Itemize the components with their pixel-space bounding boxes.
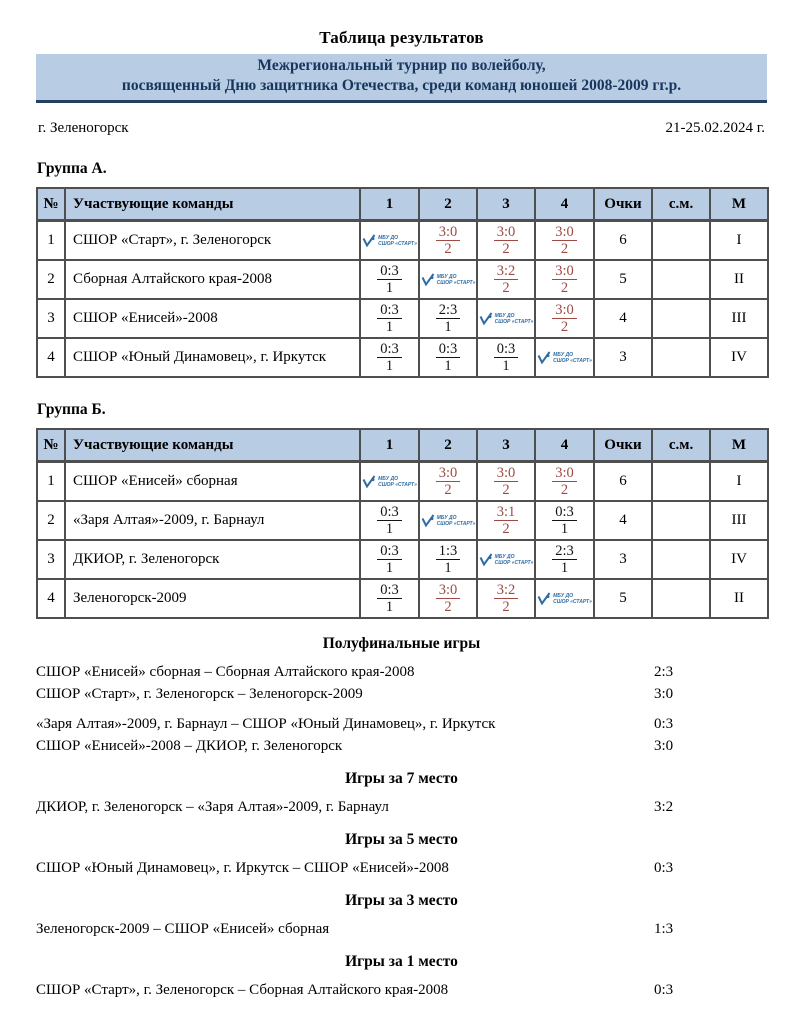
result-cell [419, 579, 477, 618]
playoff-section-heading: Полуфинальные игры [322, 635, 481, 652]
match-points: 1 [444, 559, 452, 576]
match-score [436, 582, 461, 615]
club-logo [478, 553, 534, 566]
banner-line1: Межрегиональный турнир по волейболу, [257, 57, 546, 74]
col-header: 1 [360, 429, 419, 462]
place-cell: IV [710, 338, 768, 377]
set-score: 2:3 [552, 543, 577, 560]
place-cell: I [710, 221, 768, 261]
set-score: 0:3 [377, 504, 402, 521]
table-row [37, 540, 768, 579]
table-head [37, 188, 768, 221]
playoff-section-heading: Игры за 1 место [345, 953, 458, 970]
set-score: 0:3 [377, 543, 402, 560]
match-score [436, 224, 461, 257]
club-logo-mark [362, 234, 376, 247]
set-score: 3:0 [552, 263, 577, 280]
row-number-cell: 4 [37, 579, 65, 618]
club-logo [420, 514, 476, 527]
match-points: 2 [444, 481, 452, 498]
table-row [37, 221, 768, 261]
result-cell [535, 299, 594, 338]
playoff-score: 0:3 [654, 860, 674, 876]
result-cell [477, 501, 535, 540]
place-cell: III [710, 299, 768, 338]
result-cell [477, 462, 535, 502]
points-cell: 4 [594, 299, 652, 338]
table-head [37, 429, 768, 462]
match-points: 1 [385, 279, 394, 296]
result-cell [419, 501, 477, 540]
match-score [436, 465, 461, 498]
group-tables [36, 160, 767, 619]
club-logo-line1: МБУ ДО [553, 592, 573, 599]
match-points: 2 [444, 240, 452, 257]
match-points: 2 [502, 598, 510, 615]
col-header: № [37, 429, 65, 462]
club-logo-text [378, 235, 417, 247]
result-cell [477, 338, 535, 377]
col-header: Очки [594, 429, 652, 462]
result-cell [535, 579, 594, 618]
match-points: 2 [502, 520, 510, 537]
match-score [377, 543, 402, 576]
result-cell [419, 462, 477, 502]
points-cell: 3 [594, 540, 652, 579]
result-cell [360, 338, 419, 377]
club-logo-line2: СШОР «СТАРТ» [553, 598, 592, 605]
col-header: 3 [477, 188, 535, 221]
match-points: 1 [385, 520, 394, 537]
match-points: 2 [560, 279, 569, 296]
result-cell [360, 299, 419, 338]
match-points: 1 [385, 318, 394, 335]
result-cell [419, 338, 477, 377]
playoff-section-heading: Игры за 3 место [345, 892, 458, 909]
set-score: 3:0 [494, 465, 519, 482]
playoff-matchup: «Заря Алтая»-2009, г. Барнаул – СШОР «Юный Динамовец», г. Иркутск [36, 716, 496, 732]
set-score: 1:3 [436, 543, 461, 560]
col-header: 2 [419, 188, 477, 221]
match-points: 2 [502, 240, 510, 257]
set-score: 3:0 [552, 302, 577, 319]
group-heading: Группа А. [37, 160, 107, 177]
banner-line2: посвященный Дню защитника Отечества, среди команд юношей 2008-2009 гг.р. [121, 77, 682, 94]
playoff-game-row [36, 714, 767, 735]
match-score [377, 582, 402, 615]
club-logo [361, 475, 418, 488]
match-score [494, 224, 519, 257]
match-points: 2 [502, 279, 510, 296]
club-logo-line1: МБУ ДО [436, 514, 457, 521]
col-header: с.м. [652, 188, 710, 221]
match-points: 1 [444, 318, 452, 335]
place-cell: II [710, 579, 768, 618]
col-header: 4 [535, 188, 594, 221]
match-points: 1 [385, 559, 394, 576]
row-number-cell: 3 [37, 540, 65, 579]
result-cell [535, 221, 594, 261]
result-cell [360, 221, 419, 261]
tournament-banner [36, 54, 767, 103]
match-score [552, 465, 577, 498]
result-cell [477, 260, 535, 299]
club-logo-line1: МБУ ДО [436, 273, 457, 280]
match-score [552, 224, 577, 257]
set-score: 0:3 [377, 302, 402, 319]
playoff-game-row [36, 662, 767, 683]
set-score: 3:1 [494, 504, 519, 521]
team-name-cell: СШОР «Енисей»-2008 [65, 299, 360, 338]
club-logo-text [553, 352, 592, 364]
header-row [37, 429, 768, 462]
group-heading: Группа Б. [37, 401, 106, 418]
club-logo [361, 234, 418, 247]
result-cell [419, 540, 477, 579]
playoff-score: 3:0 [654, 686, 674, 702]
points-cell: 5 [594, 579, 652, 618]
playoff-results [36, 635, 767, 1001]
table-body [37, 221, 768, 378]
match-score [377, 341, 402, 374]
set-score: 3:0 [494, 224, 519, 241]
dates-label: 21-25.02.2024 г. [665, 120, 765, 136]
sm-cell [652, 338, 710, 377]
club-logo-text [495, 554, 534, 566]
sm-cell [652, 221, 710, 261]
set-score: 3:0 [552, 465, 577, 482]
header-row [37, 188, 768, 221]
result-cell [419, 260, 477, 299]
playoff-game-row [36, 684, 767, 705]
team-name-cell: СШОР «Юный Динамовец», г. Иркутск [65, 338, 360, 377]
playoff-game-row [36, 797, 767, 818]
match-score [377, 504, 402, 537]
club-logo-line2: СШОР «СТАРТ» [378, 481, 417, 488]
row-number-cell: 2 [37, 501, 65, 540]
club-logo-line2: СШОР «СТАРТ» [378, 240, 417, 247]
row-number-cell: 1 [37, 221, 65, 261]
sm-cell [652, 260, 710, 299]
match-score [552, 543, 577, 576]
playoff-section-heading: Игры за 7 место [345, 770, 458, 787]
row-number-cell: 4 [37, 338, 65, 377]
club-logo [536, 351, 593, 364]
set-score: 2:3 [436, 302, 461, 319]
club-logo-line2: СШОР «СТАРТ» [553, 357, 592, 364]
playoff-section-heading: Игры за 5 место [345, 831, 458, 848]
row-number-cell: 3 [37, 299, 65, 338]
club-logo-mark [421, 273, 435, 286]
table-row [37, 501, 768, 540]
place-cell: I [710, 462, 768, 502]
sm-cell [652, 299, 710, 338]
club-logo-mark [537, 592, 551, 605]
club-logo-line1: МБУ ДО [494, 312, 515, 319]
match-score [494, 341, 519, 374]
set-score: 0:3 [377, 341, 402, 358]
club-logo-line1: МБУ ДО [553, 351, 573, 358]
club-logo-line2: СШОР «СТАРТ» [436, 279, 476, 286]
table-body [37, 462, 768, 619]
team-name-cell: Зеленогорск-2009 [65, 579, 360, 618]
match-points: 2 [560, 318, 569, 335]
row-number-cell: 1 [37, 462, 65, 502]
col-header: Очки [594, 188, 652, 221]
col-header: Участвующие команды [65, 429, 360, 462]
club-logo-line2: СШОР «СТАРТ» [436, 520, 476, 527]
club-logo-mark [479, 553, 493, 566]
team-name-cell: ДКИОР, г. Зеленогорск [65, 540, 360, 579]
playoff-score: 1:3 [654, 921, 674, 937]
club-logo [420, 273, 476, 286]
playoff-matchup: СШОР «Енисей»-2008 – ДКИОР, г. Зеленогорск [36, 738, 343, 754]
match-score [552, 504, 577, 537]
points-cell: 6 [594, 462, 652, 502]
match-score [552, 263, 577, 296]
col-header: Участвующие команды [65, 188, 360, 221]
club-logo [536, 592, 593, 605]
table-row [37, 462, 768, 502]
team-name-cell: СШОР «Старт», г. Зеленогорск [65, 221, 360, 261]
result-cell [360, 260, 419, 299]
result-cell [477, 221, 535, 261]
result-cell [535, 462, 594, 502]
result-cell [535, 260, 594, 299]
match-score [436, 302, 461, 335]
col-header: 4 [535, 429, 594, 462]
match-points: 2 [560, 481, 569, 498]
set-score: 0:3 [377, 582, 402, 599]
club-logo-mark [479, 312, 493, 325]
playoff-matchup: Зеленогорск-2009 – СШОР «Енисей» сборная [36, 921, 330, 937]
match-score [552, 302, 577, 335]
col-header: с.м. [652, 429, 710, 462]
team-name-cell: СШОР «Енисей» сборная [65, 462, 360, 502]
row-number-cell: 2 [37, 260, 65, 299]
club-logo [478, 312, 534, 325]
playoff-matchup: ДКИОР, г. Зеленогорск – «Заря Алтая»-2009, г. Барнаул [36, 799, 389, 815]
playoff-game-row [36, 858, 767, 879]
match-points: 2 [560, 240, 569, 257]
results-table [36, 428, 769, 619]
points-cell: 5 [594, 260, 652, 299]
playoff-score: 3:0 [654, 738, 674, 754]
results-table [36, 187, 769, 378]
club-logo-line2: СШОР «СТАРТ» [494, 559, 534, 566]
col-header: М [710, 429, 768, 462]
points-cell: 3 [594, 338, 652, 377]
club-logo-mark [421, 514, 435, 527]
place-cell: IV [710, 540, 768, 579]
result-cell [360, 462, 419, 502]
playoff-score: 2:3 [654, 664, 674, 680]
match-points: 1 [560, 520, 569, 537]
club-logo-text [437, 515, 476, 527]
team-name-cell: Сборная Алтайского края-2008 [65, 260, 360, 299]
set-score: 3:0 [552, 224, 577, 241]
place-cell: II [710, 260, 768, 299]
match-points: 1 [502, 357, 510, 374]
sm-cell [652, 501, 710, 540]
set-score: 3:0 [436, 465, 461, 482]
match-score [377, 263, 402, 296]
match-score [377, 302, 402, 335]
club-logo-mark [537, 351, 551, 364]
sm-cell [652, 579, 710, 618]
match-points: 2 [444, 598, 452, 615]
col-header: 1 [360, 188, 419, 221]
table-row [37, 338, 768, 377]
match-points: 1 [444, 357, 452, 374]
club-logo-line1: МБУ ДО [378, 475, 398, 482]
city-label: г. Зеленогорск [38, 120, 129, 136]
points-cell: 4 [594, 501, 652, 540]
match-points: 2 [502, 481, 510, 498]
result-cell [477, 540, 535, 579]
col-header: 2 [419, 429, 477, 462]
playoff-score: 0:3 [654, 982, 674, 998]
result-cell [360, 579, 419, 618]
club-logo-line2: СШОР «СТАРТ» [494, 318, 534, 325]
playoff-score: 0:3 [654, 716, 674, 732]
set-score: 3:0 [436, 582, 461, 599]
result-cell [477, 579, 535, 618]
table-row [37, 260, 768, 299]
match-score [494, 504, 519, 537]
playoff-score: 3:2 [654, 799, 674, 815]
result-cell [535, 540, 594, 579]
match-score [436, 543, 461, 576]
page-title: Таблица результатов [319, 28, 484, 47]
result-cell [419, 221, 477, 261]
result-cell [477, 299, 535, 338]
team-name-cell: «Заря Алтая»-2009, г. Барнаул [65, 501, 360, 540]
set-score: 0:3 [436, 341, 461, 358]
col-header: 3 [477, 429, 535, 462]
playoff-matchup: СШОР «Старт», г. Зеленогорск – Зеленогорск-2009 [36, 686, 363, 702]
sm-cell [652, 540, 710, 579]
playoff-game-row [36, 919, 767, 940]
meta-row [36, 120, 767, 137]
club-logo-line1: МБУ ДО [494, 553, 515, 560]
playoff-matchup: СШОР «Юный Динамовец», г. Иркутск – СШОР «Енисей»-2008 [36, 860, 449, 876]
club-logo-line1: МБУ ДО [378, 234, 398, 241]
set-score: 3:2 [494, 263, 519, 280]
result-cell [360, 501, 419, 540]
match-score [436, 341, 461, 374]
match-points: 1 [385, 357, 394, 374]
place-cell: III [710, 501, 768, 540]
set-score: 0:3 [377, 263, 402, 280]
table-row [37, 299, 768, 338]
set-score: 0:3 [494, 341, 519, 358]
playoff-game-row [36, 736, 767, 757]
playoff-matchup: СШОР «Енисей» сборная – Сборная Алтайского края-2008 [36, 664, 415, 680]
playoff-game-row [36, 980, 767, 1001]
match-score [494, 263, 519, 296]
match-points: 1 [385, 598, 394, 615]
set-score: 3:2 [494, 582, 519, 599]
club-logo-text [437, 274, 476, 286]
points-cell: 6 [594, 221, 652, 261]
result-cell [535, 338, 594, 377]
club-logo-mark [362, 475, 376, 488]
col-header: № [37, 188, 65, 221]
table-row [37, 579, 768, 618]
match-score [494, 582, 519, 615]
sm-cell [652, 462, 710, 502]
club-logo-text [495, 313, 534, 325]
result-cell [535, 501, 594, 540]
col-header: М [710, 188, 768, 221]
playoff-matchup: СШОР «Старт», г. Зеленогорск – Сборная Алтайского края-2008 [36, 982, 449, 998]
result-cell [360, 540, 419, 579]
set-score: 0:3 [552, 504, 577, 521]
set-score: 3:0 [436, 224, 461, 241]
club-logo-text [378, 476, 417, 488]
result-cell [419, 299, 477, 338]
match-points: 1 [560, 559, 569, 576]
club-logo-text [553, 593, 592, 605]
match-score [494, 465, 519, 498]
